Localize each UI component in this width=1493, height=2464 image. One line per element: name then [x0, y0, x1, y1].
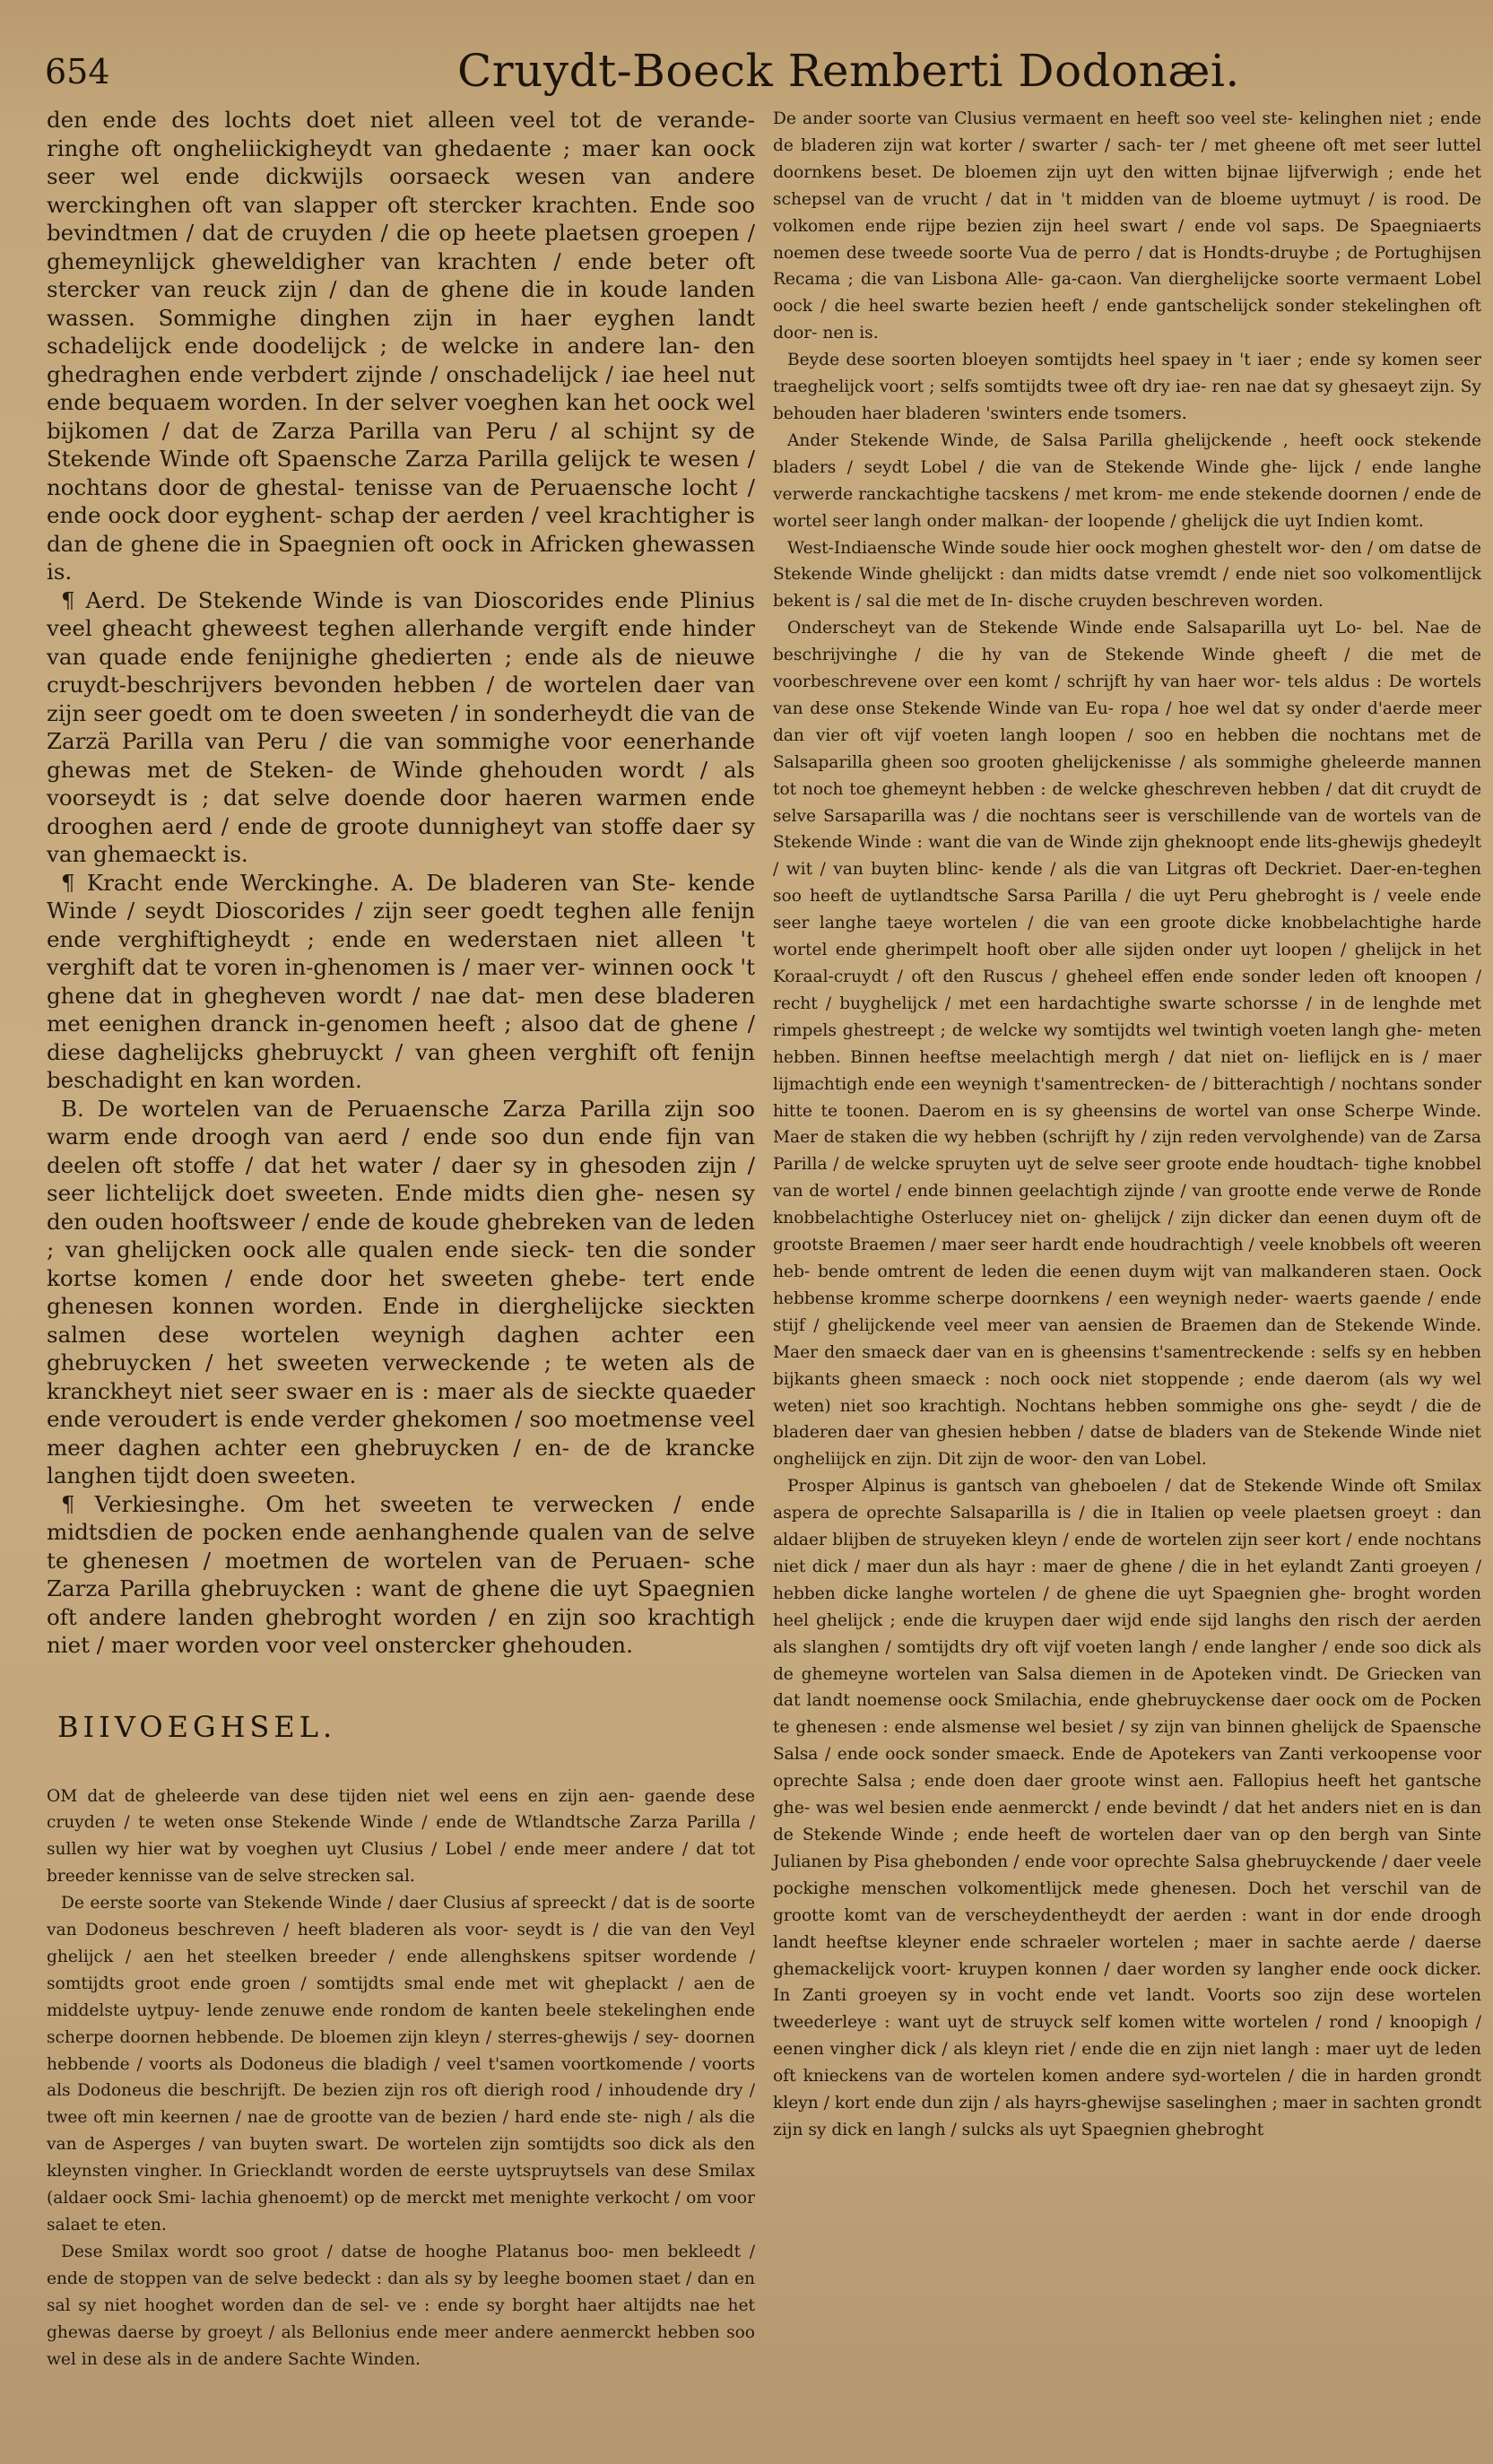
left-paragraph-wortelen: B. De wortelen van de Peruaensche Zarza Parilla zijn soo warm ende droogh van aerd / ende soo dun ende fijn van deelen oft stoffe / dat het water / daer sy in ghesoden zijn / seer lichtelijck doet sweeten. Ende midts dien ghe- nesen sy den ouden hooftsweer / ende de koude ghebreken van de leden ; van ghelijcken oock alle qualen ende sieck- ten die sonder kortse komen / ende door het sweeten ghebe- tert ende ghenesen konnen worden. Ende in dierghelijcke sieckten salmen dese wortelen weynigh daghen achter een ghebruycken / het sweeten verweckende ; te weten als de kranckheyt niet seer swaer en is : maer als de sieckte quaeder ende veroudert is ende verder ghekomen / soo moetmense veel meer daghen achter een ghebruycken / en- de de krancke langhen tijdt doen sweeten.: [47, 1095, 755, 1488]
left-paragraph-aerd: ¶ Aerd. De Stekende Winde is van Dioscorides ende Plinius veel gheacht gheweest teghen allerhande vergift ende hinder van quade ende fenijnighe ghedierten ; ende als de nieuwe cruydt-beschrijvers bevonden hebben / de wortelen daer van zijn seer goedt om te doen sweeten / in sonderheydt die van de Zarzä Parilla van Peru / die van sommighe voor eenerhande ghewas met de Steken- de Winde ghehouden wordt / als voorseydt is ; dat selve doende door haeren warmen ende drooghen aerd / ende de groote dunnigheyt van stoffe daer sy van ghemaeckt is.: [47, 586, 755, 867]
right-paragraph-1: De ander soorte van Clusius vermaent en heeft soo veel ste- kelinghen niet ; ende de bladeren zijn wat korter / swarter / sach- ter / met gheene oft met seer luttel doornkens beset. De bloemen zijn uyt den witten bijnae lijfverwigh ; ende het schepsel van de vrucht / dat in 't midden van de bloeme uytmuyt / is rood. De volkomen ende rijpe bezien zijn heel swart / ende vol saps. De Spaegniaerts noemen dese tweede soorte Vua de perro / dat is Hondts-druybe ; de Portughijsen Recama ; die van Lisbona Alle- ga-caon. Van dierghelijcke soorte vermaent Lobel oock / die heel swarte bezien heeft / ende gantschelijck sonder stekelinghen oft door- nen is.: [773, 109, 1481, 343]
left-paragraph-1: den ende des lochts doet niet alleen veel tot de verande- ringhe oft ongheliickigheydt van ghedaente ; maer kan oock seer wel ende dickwijls oorsaeck wesen van andere werckinghen oft van slapper oft stercker krachten. Ende soo bevindtmen / dat de cruyden / die op heete plaetsen groepen / ghemeynlijck gheweldigher van krachten / ende beter oft stercker van reuck zijn / dan de ghene die in koude landen wassen. Sommighe dinghen zijn in haer eyghen landt schadelijck ende doodelijck ; de welcke in andere lan- den ghedraghen ende verbdert zijnde / onschadelijck / iae heel nut ende bequaem worden. In der selver voeghen kan het oock wel bijkomen / dat de Zarza Parilla van Peru / al schijnt sy de Stekende Winde oft Spaensche Zarza Parilla gelijck te wesen / nochtans door de ghestal- tenisse van de Peruaensche locht / ende oock door eyghent- schap der aerden / veel krachtigher is dan de ghene die in Spaegnien oft oock in Africken ghewassen is.: [47, 107, 755, 585]
left-paragraph-kracht: ¶ Kracht ende Werckinghe. A. De bladeren van Ste- kende Winde / seydt Dioscorides / zijn seer goedt teghen alle fenijn ende verghiftigheydt ; ende en wederstaen niet alleen 't verghift dat te voren in-ghenomen is / maer ver- winnen oock 't ghene dat in ghegheven wordt / nae dat- men dese bladeren met eenighen dranck in-genomen heeft ; alsoo dat de ghene / diese daghelijcks ghebruyckt / van gheen verghift oft fenijn beschadight en kan worden.: [47, 869, 755, 1093]
addendum-paragraph-3: Dese Smilax wordt soo groot / datse de hooghe Platanus boo- men bekleedt / ende de stoppen van de selve bedeckt : dan als sy by leeghe boomen staet / dan en sal sy niet hooghet worden dan de sel- ve : ende sy borght haer altijdts nae het ghewas daerse by groeyt / als Bellonius ende meer andere aenmerckt hebben soo wel in dese als in de andere Sachte Winden.: [47, 2242, 755, 2369]
page-number: 654: [45, 52, 110, 91]
left-paragraph-verkiesinghe: ¶ Verkiesinghe. Om het sweeten te verwecken / ende midtsdien de pocken ende aenhanghende qualen van de selve te ghenesen / moetmen de wortelen van de Peruaen- sche Zarza Parilla ghebruycken : want de ghene die uyt Spaegnien oft andere landen ghebroght worden / en zijn soo krachtigh niet / maer worden voor veel onstercker ghehouden.: [47, 1490, 755, 1658]
right-paragraph-5: Onderscheyt van de Stekende Winde ende Salsaparilla uyt Lo- bel. Nae de beschrijvinghe / die hy van de Stekende Winde gheeft / die met de voorbeschrevene over een komt / schrijft hy van haer wor- tels aldus : De wortels van dese onse Stekende Winde van Eu- ropa / hoe wel dat sy onder d'aerde meer dan vier oft vijf voeten langh loopen / soo en hebben die nochtans met de Salsaparilla gheen soo grooten ghelijckenisse / als sommighe gheleerde mannen tot noch toe ghemeynt hebben : de welcke gheschreven hebben / dat dit cruydt de selve Sarsaparilla was / die nochtans seer is verschillende van de wortels van de Stekende Winde : want die van de Winde zijn gheknoopt ende lits-ghewijs ghedeylt / wit / van buyten blinc- kende / als die van Litgras oft Deckriet. Daer-en-teghen soo heeft de uytlandtsche Sarsa Parilla / die uyt Peru ghebroght is / veele ende seer langhe taeye wortelen / die van een groote dicke knobbelachtighe harde wortel ende gherimpelt hooft ober alle sijden onder uyt loopen / ghelijck in het Koraal-cruydt / oft den Ruscus / gheheel effen ende sonder leden oft knoopen / recht / buyghelijck / met een hardachtighe swarte schorsse / in de lenghde met rimpels ghestreept ; de welcke wy somtijdts wel twintigh voeten langh ghe- meten hebben. Binnen heeftse meelachtigh mergh / dat niet on- lieflijck en is / maer lijmachtigh ende een weynigh t'samentrecken- de / bitterachtigh / nochtans sonder hitte te toonen. Daerom en is sy gheensins de wortel van onse Scherpe Winde. Maer de staken die wy hebben (schrijft hy / zijn reden vervolghende) van de Zarsa Parilla / de welcke spruyten uyt de selve seer groote ende houdtach- tighe knobbel van de wortel / ende binnen geelachtigh zijnde / van grootte ende verwe de Ronde knobbelachtighe Osterlucey niet on- ghelijck / zijn dicker dan eenen duym oft de grootste Braemen / maer seer hardt ende houdrachtigh / veele knobbels oft weeren heb- bende omtrent de leden die eenen duym wijt van malkanderen staen. Oock hebbense kromme scherpe doornkens / een weynigh neder- waerts gaende / ende stijf / ghelijckende veel meer van aensien de Braemen dan de Stekende Winde. Maer den smaeck daer van en is gheensins t'samentreckende : selfs sy en hebben bijkants gheen smaeck : noch oock niet stoppende ; ende daerom (als wy wel weten) niet soo krachtigh. Nochtans hebben sommighe ons ghe- seydt / die de bladeren daer van ghesien hebben / datse de bladers van de Stekende Winde niet ongheliijck en zijn. Dit zijn de woor- den van Lobel.: [773, 619, 1481, 1470]
right-column: [773, 106, 1481, 2144]
left-column: [47, 106, 755, 2373]
right-paragraph-3: Ander Stekende Winde, de Salsa Parilla ghelijckende , heeft oock stekende bladers / seydt Lobel / die van de Stekende Winde ghe- lijck / ende langhe verwerde ranckachtighe tacskens / met krom- me ende stekende doornen / ende de wortel seer langh onder malkan- der loopende / ghelijck die uyt Indien komt.: [773, 430, 1481, 531]
right-paragraph-2: Beyde dese soorten bloeyen somtijdts heel spaey in 't iaer ; ende sy komen seer traeghelijck voort ; selfs somtijdts twee oft dry iae- ren nae dat sy ghesaeyt zijn. Sy behouden haer bladeren 'swinters ende tsomers.: [773, 351, 1481, 423]
addendum-paragraph-2: De eerste soorte van Stekende Winde / daer Clusius af spreeckt / dat is de soorte van Dodoneus beschreven / heeft bladeren als voor- seydt is / die van den Veyl ghelijck / aen het steelken breeder / ende allenghskens spitser wordende / somtijdts groot ende groen / somtijdts smal ende met wit gheplackt / aen de middelste uytpuy- lende zenuwe ende rondom de kanten beele stekelinghen ende scherpe doornen hebbende. De bloemen zijn kleyn / sterres-ghewijs / sey- doornen hebbende / voorts als Dodoneus die bladigh / veel t'samen voortkomende / voorts als Dodoneus die beschrijft. De bezien zijn ros oft dierigh rood / inhoudende dry / twee oft min keernen / nae de grootte van de bezien / hard ende ste- nigh / als die van de Asperges / van buyten swart. De wortelen zijn somtijdts soo dick als den kleynsten vingher. In Griecklandt worden de eerste uytspruytsels van dese Smilax (aldaer oock Smi- lachia ghenoemt) op de merckt met menighte verkocht / om voor salaet te eten.: [47, 1894, 755, 2234]
addendum-paragraph-1: OM dat de gheleerde van dese tijden niet wel eens en zijn aen- gaende dese cruyden / te weten onse Stekende Winde / ende de Wtlandtsche Zarza Parilla / sullen wy hier wat by voeghen uyt Clusius / Lobel / ende meer andere / dat tot breeder kennisse van de selve strecken sal.: [47, 1786, 755, 1887]
running-head: [45, 34, 1439, 97]
section-heading: BIIVOEGHSEL.: [57, 1709, 337, 1744]
right-paragraph-4: West-Indiaensche Winde soude hier oock moghen ghestelt wor- den / om datse de Stekende Winde ghelijckt : dan midts datse vremdt / ende niet soo volkomentlijck bekent is / sal die met de In- dische cruyden beschreven worden.: [773, 538, 1481, 612]
right-paragraph-6: Prosper Alpinus is gantsch van gheboelen / dat de Stekende Winde oft Smilax aspera de oprechte Salsaparilla is / die in Italien op veele plaetsen groeyt : dan aldaer blijben de struyeken kleyn / ende de wortelen zijn seer kort / ende nochtans niet dick / maer dun als hayr : maer de ghene / die in het eylandt Zanti groeyen / hebben dicke langhe wortelen / de ghene die uyt Spaegnien ghe- broght worden heel ghelijck ; ende die kruypen daer wijd ende sijd langhs den risch der aerden als slanghen / somtijdts dry oft vijf voeten langh / ende langher / ende soo dick als de ghemeyne wortelen van Salsa diemen in de Apoteken vindt. De Griecken van dat landt noemense oock Smilachia, ende ghebruyckense daer oock om de Pocken te ghenesen : ende alsmense wel besiet / sy zijn van binnen ghelijck de Spaensche Salsa / ende oock sonder smaeck. Ende de Apotekers van Zanti verkoopense voor oprechte Salsa ; ende doen daer groote winst aen. Fallopius heeft het gantsche ghe- was wel besien ende aenmerckt / ende bevindt / dat het anders niet en is dan de Stekende Winde ; ende heeft de wortelen daer van op den bergh van Sinte Julianen by Pisa ghebonden / ende voor oprechte Salsa ghebruyckende / daer veele pockighe menschen volkomentlijck mede ghenesen. Doch het verschil van de grootte komt van de verscheydentheydt der aerden : want in dor ende droogh landt heeftse kleyner ende schraeler wortelen ; maer in sachte aerde / daerse ghemackelijck voort- kruypen konnen / daer worden sy langher ende oock dicker. In Zanti groeyen sy in vocht ende vet landt. Voorts soo zijn dese wortelen tweederleye : want uyt de struyck self komen witte wortelen / rond / knoopigh / eenen vingher dick / als kleyn riet / ende die en zijn niet langh : maer uyt de leden oft knieckens van de wortelen komen andere syd-wortelen / die in harden grondt kleyn / kort ende dun zijn / als hayrs-ghewijse saselinghen ; maer in sachten grondt zijn sy dick en langh / sulcks als uyt Spaegnien ghebroght: [773, 1477, 1481, 2139]
book-title: Cruydt-Boeck Remberti Dodonæi.: [457, 45, 1240, 97]
